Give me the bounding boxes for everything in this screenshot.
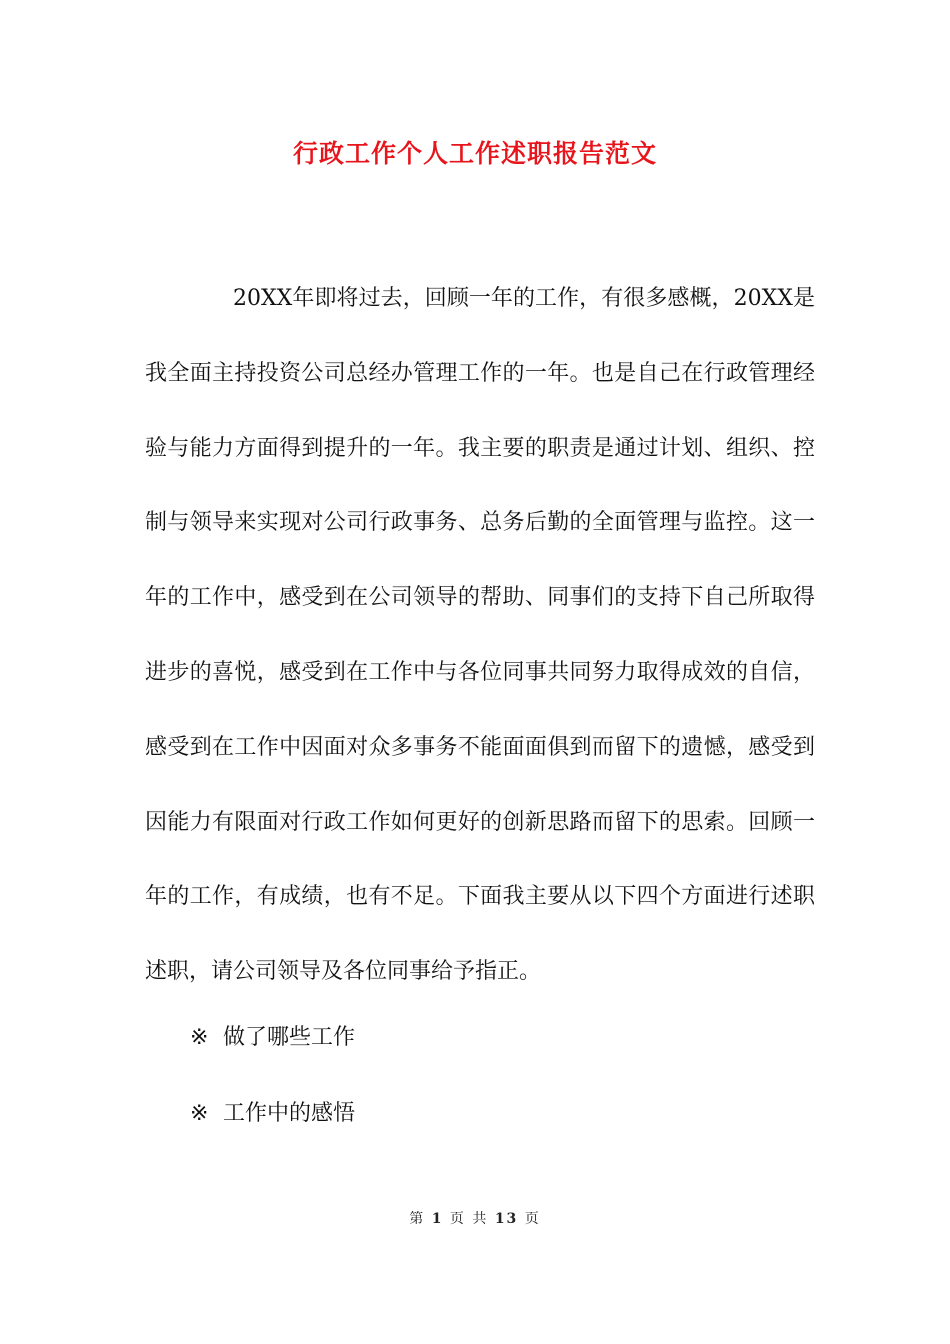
reference-mark-icon: ※ [190,1025,209,1050]
current-page-number: 1 [431,1211,444,1227]
footer-middle: 页 共 [449,1211,489,1227]
page-footer [0,1208,950,1228]
page-title: 行政工作个人工作述职报告范文 [292,139,657,168]
footer-prefix: 第 [409,1211,426,1227]
bullet-text: 做了哪些工作 [223,1025,356,1050]
bullet-text: 工作中的感悟 [223,1101,356,1126]
footer-suffix: 页 [524,1211,541,1227]
reference-mark-icon: ※ [190,1101,209,1126]
bullet-item [190,1094,355,1134]
bullet-item [190,1018,355,1058]
body-paragraph: 20XX年即将过去，回顾一年的工作，有很多感概，20XX是我全面主持投资公司总经办管理工作的一年。也是自己在行政管理经验与能力方面得到提升的一年。我主要的职责是通过计划、组织、控制与领导来实现对公司行政事务、总务后勤的全面管理与监控。这一年的工作中，感受到在公司领导的帮助、同事们的支持下自己所取得进步的喜悦，感受到在工作中与各位同事共同努力取得成效的自信，感受到在工作中因面对众多事务不能面面俱到而留下的遗憾，感受到因能力有限面对行政工作如何更好的创新思路而留下的思索。回顾一年的工作，有成绩，也有不足。下面我主要从以下四个方面进行述职述职，请公司领导及各位同事给予指正。 [145,286,815,985]
total-page-count: 13 [494,1211,519,1227]
